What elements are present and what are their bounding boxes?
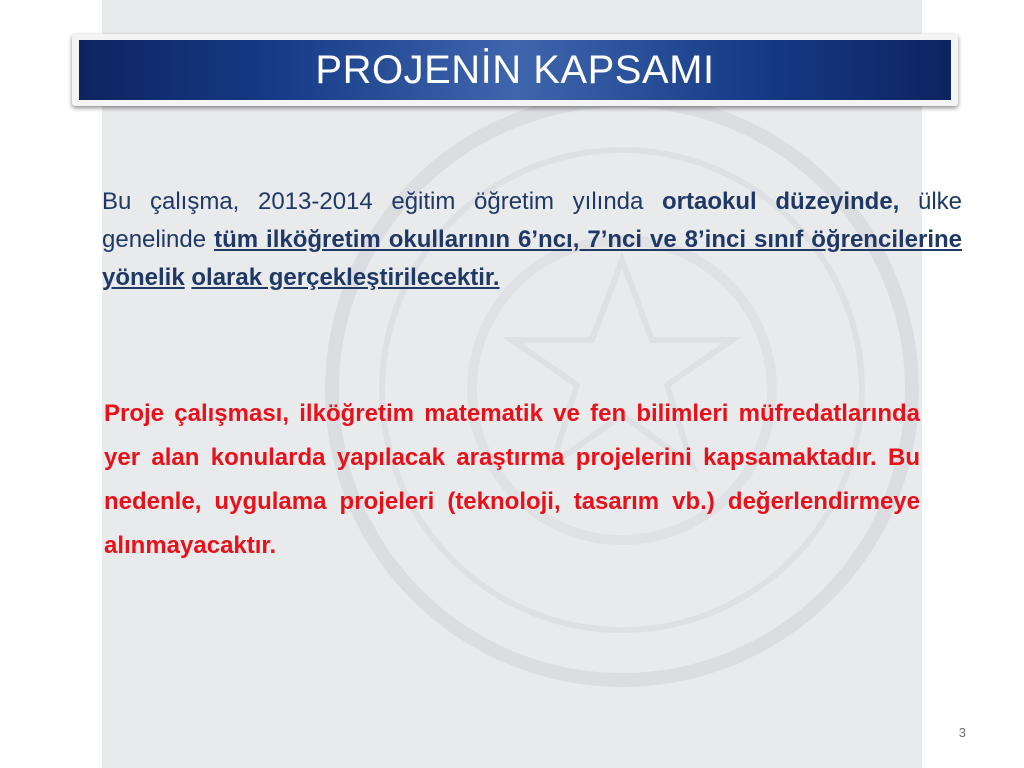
scope-country-text: ülke genelinde: [102, 188, 962, 253]
scope-schools-text: tüm ilköğretim okullarının 6’ncı, 7’nci ve 8’inci sınıf öğrencilerine yönelik: [102, 226, 963, 291]
scope-level-text: ortaokul düzeyinde,: [662, 188, 900, 215]
content-panel: [102, 0, 922, 768]
watermark-emblem-icon: [312, 80, 932, 700]
scope-intro-text: Bu çalışma, 2013-2014 eğitim öğretim yılında: [102, 188, 663, 215]
page-number: 3: [958, 725, 966, 740]
project-note-paragraph: Proje çalışması, ilköğretim matematik ve fen bilimleri müfredatlarında yer alan konularda yapılacak araştırma projelerini kapsamaktadır. Bu nedenle, uygulama projeleri (teknoloji, tasarım vb.) değerlendirmeye alınmayacaktır.: [104, 400, 920, 559]
scope-paragraph: [102, 183, 962, 297]
slide-title: PROJENİN KAPSAMI: [315, 48, 715, 92]
title-bar: [79, 40, 951, 100]
scope-closing-text: olarak gerçekleştirilecektir.: [191, 264, 500, 291]
